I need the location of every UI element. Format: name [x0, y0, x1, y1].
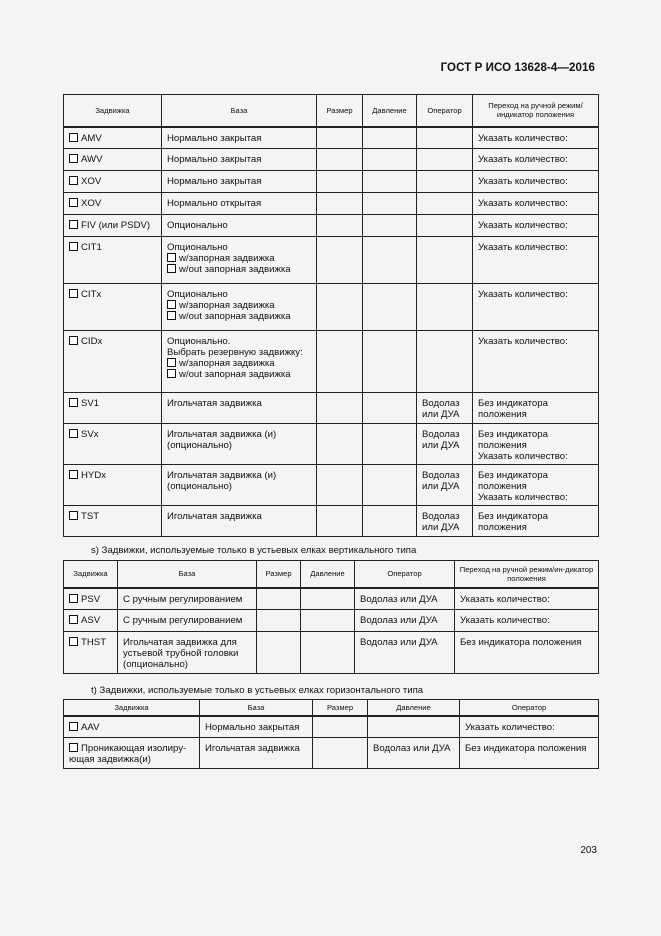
cell-line: Игольчатая задвижка для: [123, 637, 237, 648]
pressure-cell: [368, 738, 460, 769]
checkbox-icon[interactable]: [69, 154, 78, 163]
base-cell: [162, 331, 317, 393]
cell-line: Указать количество:: [478, 242, 568, 253]
cell-line: устьевой трубной головки: [123, 648, 239, 659]
cell-line: или ДУА: [422, 409, 460, 420]
base-cell: [162, 393, 317, 424]
manual-indicator-cell: [473, 149, 599, 171]
operator-cell: [417, 284, 473, 331]
size-cell: [313, 716, 368, 738]
manual-indicator-cell: [473, 127, 599, 149]
base-cell: [118, 610, 257, 632]
checkbox-icon[interactable]: [69, 722, 78, 731]
valve-label: TST: [81, 511, 100, 522]
page-number: 203: [580, 845, 597, 856]
table-row: [64, 716, 599, 738]
pressure-cell: [363, 284, 417, 331]
checkbox-icon[interactable]: [69, 242, 78, 251]
base-cell: [162, 506, 317, 537]
table-row: [64, 215, 599, 237]
column-header: База: [162, 95, 317, 127]
column-header: Задвижка: [64, 700, 200, 716]
base-cell: [200, 738, 313, 769]
operator-cell: [355, 632, 455, 674]
checkbox-icon[interactable]: [167, 300, 176, 309]
pressure-cell: [363, 331, 417, 393]
pressure-cell: [363, 506, 417, 537]
operator-cell: [417, 506, 473, 537]
base-cell: [162, 171, 317, 193]
column-header: Размер: [313, 700, 368, 716]
base-cell: [162, 215, 317, 237]
pressure-cell: [363, 149, 417, 171]
operator-cell: [355, 610, 455, 632]
cell-line: Указать количество:: [478, 154, 568, 165]
valve-label: AAV: [69, 722, 196, 733]
cell-line: Указать количество:: [478, 451, 568, 462]
manual-indicator-cell: [455, 632, 599, 674]
operator-cell: [417, 465, 473, 506]
checkbox-icon[interactable]: [69, 198, 78, 207]
valves-table-vertical: [63, 560, 599, 674]
valve-cell: [64, 237, 162, 284]
column-header: Размер: [257, 561, 301, 588]
valve-label: XOV: [81, 198, 102, 209]
operator-cell: [417, 171, 473, 193]
cell-line: (опционально): [123, 659, 188, 670]
cell-line: положения: [478, 522, 527, 533]
valve-label: AMV: [81, 132, 102, 144]
column-header: Задвижка: [64, 561, 118, 588]
table-row: [64, 465, 599, 506]
pressure-cell: [363, 237, 417, 284]
base-cell: [118, 632, 257, 674]
valves-table-horizontal: [63, 699, 599, 769]
valve-label: AWV: [81, 154, 103, 165]
valves-table-general: [63, 94, 599, 537]
checkbox-icon[interactable]: [167, 369, 176, 378]
cell-line: или ДУА: [422, 522, 460, 533]
checkbox-icon[interactable]: [69, 220, 78, 229]
valve-label: HYDx: [81, 470, 107, 481]
operator-cell: [355, 588, 455, 610]
cell-line: [167, 369, 313, 380]
column-header: Переход на ручной режим/ индикатор положения: [473, 95, 599, 127]
size-cell: [317, 284, 363, 331]
pressure-cell: [363, 193, 417, 215]
table-row: [64, 506, 599, 537]
size-cell: [257, 588, 301, 610]
column-header: База: [200, 700, 313, 716]
manual-indicator-cell: [455, 610, 599, 632]
valve-cell: [64, 506, 162, 537]
valve-cell: [64, 393, 162, 424]
column-header: Переход на ручной режим/ин-дикатор положения: [455, 561, 599, 588]
checkbox-icon[interactable]: [69, 176, 78, 185]
cell-line: Указать количество:: [478, 132, 568, 144]
size-cell: [317, 424, 363, 465]
cell-line: (опционально): [167, 440, 232, 451]
column-header: Давление: [301, 561, 355, 588]
table-caption-vertical: s) Задвижки, используемые только в устьевых елках вертикального типа: [91, 545, 417, 556]
cell-line: Игольчатая задвижка: [205, 743, 300, 754]
valve-label: PSV: [81, 593, 101, 605]
option-label: w/out запорная задвижка: [179, 369, 291, 380]
option-label: w/out запорная задвижка: [179, 311, 291, 322]
cell-line: Водолаз: [422, 511, 460, 522]
size-cell: [317, 465, 363, 506]
checkbox-icon[interactable]: [167, 264, 176, 273]
manual-indicator-cell: [473, 424, 599, 465]
operator-cell: [417, 424, 473, 465]
valve-label: SVx: [81, 429, 99, 440]
checkbox-icon[interactable]: [69, 398, 78, 407]
cell-line: Игольчатая задвижка: [167, 398, 262, 409]
manual-indicator-cell: [473, 331, 599, 393]
cell-line: Указать количество:: [478, 176, 568, 187]
operator-cell: [417, 127, 473, 149]
valve-cell: [64, 632, 118, 674]
table-row: [64, 237, 599, 284]
option-label: w/запорная задвижка: [179, 300, 275, 311]
valve-label: CITx: [81, 289, 102, 300]
cell-line: Без индикатора: [478, 429, 548, 440]
valve-cell: [64, 215, 162, 237]
base-cell: [162, 284, 317, 331]
column-header: Задвижка: [64, 95, 162, 127]
operator-cell: [417, 149, 473, 171]
checkbox-icon[interactable]: [69, 336, 78, 345]
pressure-cell: [301, 632, 355, 674]
checkbox-icon[interactable]: [69, 615, 78, 624]
valve-cell: [64, 610, 118, 632]
pressure-cell: [368, 716, 460, 738]
cell-line: Указать количество:: [478, 492, 568, 503]
cell-line: Водолаз или ДУА: [373, 743, 451, 754]
base-cell: [200, 716, 313, 738]
valve-label: XOV: [81, 176, 102, 187]
valve-label: FIV (или PSDV): [81, 220, 151, 231]
cell-line: Водолаз: [422, 470, 460, 481]
table-row: [64, 424, 599, 465]
base-cell: [118, 588, 257, 610]
checkbox-icon[interactable]: [167, 311, 176, 320]
valve-label: ющая задвижка(и): [69, 754, 151, 765]
valve-label: ASV: [81, 615, 101, 626]
valve-cell: [64, 331, 162, 393]
table-row: [64, 738, 599, 769]
cell-line: Опционально: [167, 242, 228, 253]
cell-line: [167, 300, 313, 311]
cell-line: или ДУА: [422, 440, 460, 451]
manual-indicator-cell: [455, 588, 599, 610]
operator-cell: [417, 215, 473, 237]
cell-line: Нормально закрытая: [167, 132, 262, 144]
pressure-cell: [363, 171, 417, 193]
cell-line: [167, 311, 313, 322]
size-cell: [317, 171, 363, 193]
cell-line: Нормально закрытая: [205, 721, 300, 733]
manual-indicator-cell: [473, 393, 599, 424]
cell-line: Без индикатора: [478, 470, 548, 481]
size-cell: [313, 738, 368, 769]
checkbox-icon[interactable]: [167, 358, 176, 367]
cell-line: Игольчатая задвижка (и): [167, 429, 277, 440]
pressure-cell: [363, 393, 417, 424]
cell-line: С ручным регулированием: [123, 615, 243, 626]
cell-line: Опционально: [167, 289, 228, 300]
cell-line: Без индикатора положения: [465, 743, 587, 754]
table-row: [64, 610, 599, 632]
size-cell: [317, 149, 363, 171]
valve-cell: [64, 716, 200, 738]
size-cell: [317, 193, 363, 215]
cell-line: Водолаз: [422, 398, 460, 409]
column-header: Оператор: [460, 700, 599, 716]
cell-line: Указать количество:: [478, 289, 568, 300]
column-header: База: [118, 561, 257, 588]
cell-line: (опционально): [167, 481, 232, 492]
size-cell: [317, 215, 363, 237]
cell-line: Выбрать резервную задвижку:: [167, 347, 303, 358]
pressure-cell: [363, 465, 417, 506]
valve-cell: [64, 424, 162, 465]
valve-cell: [64, 465, 162, 506]
size-cell: [317, 331, 363, 393]
valve-cell: [64, 127, 162, 149]
cell-line: Указать количество:: [465, 721, 555, 733]
manual-indicator-cell: [473, 215, 599, 237]
cell-line: Опционально: [167, 220, 228, 231]
table-row: [64, 632, 599, 674]
size-cell: [257, 632, 301, 674]
operator-cell: [460, 716, 599, 738]
cell-line: [167, 358, 313, 369]
pressure-cell: [363, 127, 417, 149]
option-label: w/out запорная задвижка: [179, 264, 291, 275]
column-header: Давление: [368, 700, 460, 716]
table-row: [64, 284, 599, 331]
cell-line: Нормально открытая: [167, 198, 262, 209]
cell-line: Водолаз: [422, 429, 460, 440]
column-header: Оператор: [417, 95, 473, 127]
table-row: [64, 393, 599, 424]
base-cell: [162, 237, 317, 284]
size-cell: [317, 237, 363, 284]
valve-label: CIDx: [81, 336, 103, 347]
table-row: [64, 331, 599, 393]
cell-line: Без индикатора положения: [460, 637, 582, 648]
pressure-cell: [363, 215, 417, 237]
checkbox-icon[interactable]: [167, 253, 176, 262]
valve-label: CIT1: [81, 242, 102, 253]
operator-cell: [417, 193, 473, 215]
cell-line: или ДУА: [422, 481, 460, 492]
cell-line: С ручным регулированием: [123, 593, 243, 605]
option-label: w/запорная задвижка: [179, 253, 275, 264]
cell-line: Нормально закрытая: [167, 154, 262, 165]
manual-indicator-cell: [473, 284, 599, 331]
checkbox-icon[interactable]: [69, 429, 78, 438]
checkbox-icon[interactable]: [69, 289, 78, 298]
cell-line: положения: [478, 440, 527, 451]
valve-label: Проникающая изолиру-: [69, 743, 196, 754]
table-row: [64, 193, 599, 215]
valve-cell: [64, 588, 118, 610]
operator-cell: [417, 331, 473, 393]
cell-line: Указать количество:: [460, 615, 550, 626]
valve-cell: [64, 738, 200, 769]
cell-line: положения: [478, 481, 527, 492]
cell-line: Указать количество:: [478, 220, 568, 231]
table-row: [64, 171, 599, 193]
checkbox-icon[interactable]: [69, 470, 78, 479]
cell-line: Без индикатора: [478, 511, 548, 522]
column-header: Оператор: [355, 561, 455, 588]
checkbox-icon[interactable]: [69, 133, 78, 142]
table-caption-horizontal: t) Задвижки, используемые только в устьевых елках горизонтального типа: [91, 685, 424, 696]
column-header: Размер: [317, 95, 363, 127]
document-standard-header: ГОСТ Р ИСО 13628-4—2016: [440, 62, 595, 74]
base-cell: [162, 465, 317, 506]
column-header: Давление: [363, 95, 417, 127]
checkbox-icon[interactable]: [69, 637, 78, 646]
cell-line: Нормально закрытая: [167, 176, 262, 187]
cell-line: Водолаз или ДУА: [360, 615, 438, 626]
operator-cell: [417, 237, 473, 284]
cell-line: Водолаз или ДУА: [360, 593, 438, 605]
table-row: [64, 588, 599, 610]
table-row: [64, 149, 599, 171]
size-cell: [317, 506, 363, 537]
checkbox-icon[interactable]: [69, 511, 78, 520]
pressure-cell: [301, 588, 355, 610]
manual-indicator-cell: [473, 506, 599, 537]
option-label: w/запорная задвижка: [179, 358, 275, 369]
base-cell: [162, 149, 317, 171]
cell-line: Указать количество:: [460, 593, 550, 605]
cell-line: Указать количество:: [478, 336, 568, 347]
cell-line: Игольчатая задвижка: [167, 511, 262, 522]
base-cell: [162, 193, 317, 215]
cell-line: [167, 264, 313, 275]
cell-line: Без индикатора: [478, 398, 548, 409]
valve-cell: [64, 171, 162, 193]
size-cell: [257, 610, 301, 632]
valve-cell: [64, 193, 162, 215]
size-cell: [317, 393, 363, 424]
base-cell: [162, 127, 317, 149]
pressure-cell: [301, 610, 355, 632]
valve-label: SV1: [81, 398, 100, 409]
valve-label: THST: [81, 637, 107, 648]
manual-indicator-cell: [473, 171, 599, 193]
cell-line: положения: [478, 409, 527, 420]
cell-line: Опционально.: [167, 336, 231, 347]
manual-indicator-cell: [473, 237, 599, 284]
cell-line: Указать количество:: [478, 198, 568, 209]
cell-line: Водолаз или ДУА: [360, 637, 438, 648]
valve-cell: [64, 149, 162, 171]
manual-indicator-cell: [473, 465, 599, 506]
checkbox-icon[interactable]: [69, 594, 78, 603]
cell-line: [167, 253, 313, 264]
operator-cell: [460, 738, 599, 769]
valve-cell: [64, 284, 162, 331]
checkbox-icon[interactable]: [69, 743, 78, 752]
pressure-cell: [363, 424, 417, 465]
base-cell: [162, 424, 317, 465]
size-cell: [317, 127, 363, 149]
manual-indicator-cell: [473, 193, 599, 215]
cell-line: Игольчатая задвижка (и): [167, 470, 277, 481]
table-row: [64, 127, 599, 149]
operator-cell: [417, 393, 473, 424]
